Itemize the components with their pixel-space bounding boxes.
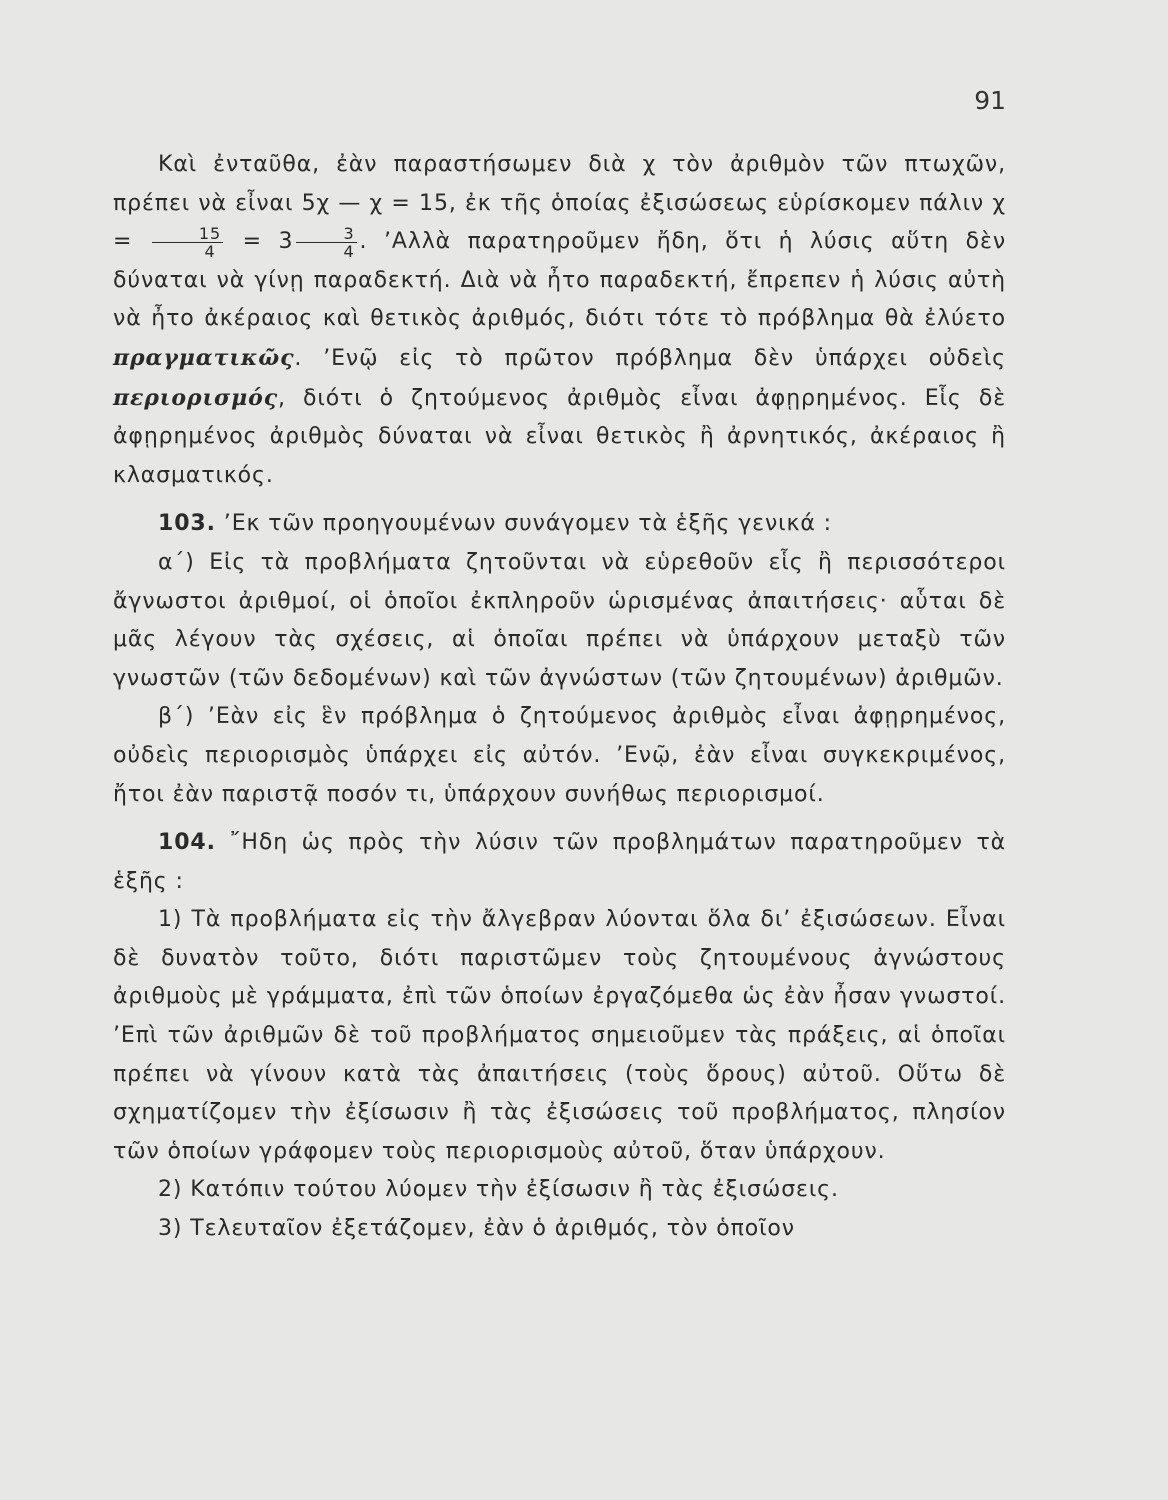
section-103-point-b: β΄) ’Εὰν εἰς ἓν πρόβλημα ὁ ζητούμενος ἀριθμὸς εἶναι ἀφῃρημένος, οὐδεὶς περιορισμὸς ὑπάρχει εἰς αὐτόν. ’Ενῷ, ἐὰν εἶναι συγκεκριμένος, ἤτοι ἐὰν παριστᾷ ποσόν τι, ὑπάρχουν συνήθως περιορισμοί. [113, 704, 1006, 807]
emphasized-term: πραγματικῶς [113, 344, 295, 371]
section-intro: ’Εκ τῶν προηγουμένων συνάγομεν τὰ ἑξῆς γενικά : [223, 511, 832, 537]
section-104-item-3: 3) Τελευταῖον ἐξετάζομεν, ἐὰν ὁ ἀριθμός, τὸν ὁποῖον [158, 1216, 795, 1242]
page-body [113, 146, 1006, 1249]
page-number: 91 [974, 86, 1006, 115]
section-103-heading [113, 505, 1006, 544]
paragraph-text: Καὶ ἐνταῦθα, ἐὰν παραστήσωμεν διὰ χ τὸν ἀριθμὸν τῶν πτωχῶν, πρέπει νὰ εἶναι 5χ — χ = 15, ἐκ τῆς ὁποίας ἐξισώσεως εὑρίσκομεν πάλιν χ = [113, 152, 1006, 255]
fraction-denominator: 4 [152, 242, 223, 260]
paragraph-text: . ’Ενῷ εἰς τὸ πρῶτον πρόβλημα δὲν ὑπάρχει οὐδεὶς [294, 345, 1006, 371]
section-104-item-2: 2) Κατόπιν τούτου λύομεν τὴν ἐξίσωσιν ἢ τὰς ἐξισώσεις. [158, 1177, 839, 1203]
fraction-numerator: 3 [343, 223, 355, 243]
section-number: 103. [158, 511, 216, 537]
fraction-3-over-4 [296, 225, 356, 260]
paragraph-poor-people-example [113, 146, 1006, 495]
section-104-item-1: 1) Τὰ προβλήματα εἰς τὴν ἄλγεβραν λύονται ὅλα δι’ ἐξισώσεων. Εἶναι δὲ δυνατὸν τοῦτο, διότι παριστῶμεν τοὺς ζητουμένους ἀγνώστους ἀριθμοὺς μὲ γράμματα, ἐπὶ τῶν ὁποίων ἐργαζόμεθα ὡς ἐὰν ἦσαν γνωστοί. ’Επὶ τῶν ἀριθμῶν δὲ τοῦ προβλήματος σημειοῦμεν τὰς πράξεις, αἱ ὁποῖαι πρέπει νὰ γίνουν κατὰ τὰς ἀπαιτήσεις (τοὺς ὅρους) αὐτοῦ. Οὕτω δὲ σχηματίζομεν τὴν ἐξίσωσιν ἢ τὰς ἐξισώσεις τοῦ προβλήματος, πλησίον τῶν ὁποίων γράφομεν τοὺς περιορισμοὺς αὐτοῦ, ὅταν ὑπάρχουν. [113, 907, 1006, 1164]
section-104-heading [113, 824, 1006, 901]
paragraph-text: . ’Αλλὰ παρατηροῦμεν ἤδη, ὅτι ἡ λύσις αὕτη δὲν δύναται νὰ γίνῃ παραδεκτή. Διὰ νὰ ἦτο παραδεκτή, ἔπρεπεν ἡ λύσις αὐτὴ νὰ ἦτο ἀκέραιος καὶ θετικὸς ἀριθμός, διότι τότε τὸ πρόβλημα θὰ ἐλύετο [113, 229, 1007, 332]
paragraph-text: , διότι ὁ ζητούμενος ἀριθμὸς εἶναι ἀφῃρημένος. Εἷς δὲ ἀφῃρημένος ἀριθμὸς δύναται νὰ εἶναι θετικὸς ἢ ἀρνητικός, ἀκέραιος ἢ κλασματικός. [113, 385, 1006, 488]
emphasized-term: περιορισμός [113, 384, 278, 411]
section-103-point-a: α΄) Εἰς τὰ προβλήματα ζητοῦνται νὰ εὑρεθοῦν εἷς ἢ περισσότεροι ἄγνωστοι ἀριθμοί, οἱ ὁποῖοι ἐκπληροῦν ὡρισμένας ἀπαιτήσεις· αὗται δὲ μᾶς λέγουν τὰς σχέσεις, αἱ ὁποῖαι πρέπει νὰ ὑπάρχουν μεταξὺ τῶν γνωστῶν (τῶν δεδομένων) καὶ τῶν ἀγνώστων (τῶν ζητουμένων) ἀριθμῶν. [113, 549, 1006, 691]
paragraph-text: = 3 [242, 229, 294, 255]
section-intro: ῎Ηδη ὡς πρὸς τὴν λύσιν τῶν προβλημάτων παρατηροῦμεν τὰ ἑξῆς : [113, 830, 1006, 894]
fraction-numerator: 15 [198, 223, 222, 243]
fraction-denominator: 4 [296, 242, 356, 260]
section-number: 104. [158, 830, 216, 856]
fraction-15-over-4 [152, 225, 223, 260]
